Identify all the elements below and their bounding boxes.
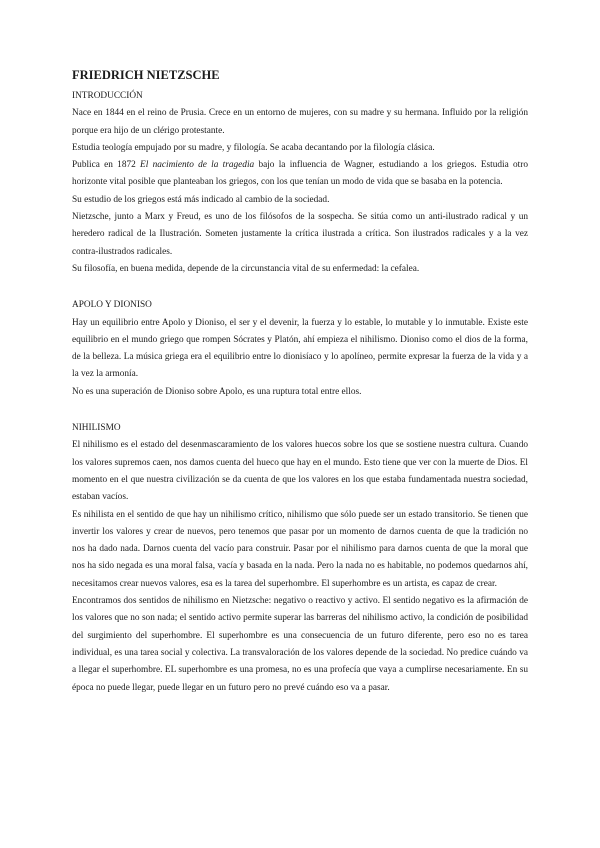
paragraph: Hay un equilibrio entre Apolo y Dioniso, el ser y el devenir, la fuerza y lo estable, lo mutable y lo inmutable. Existe este equilibrio en el mundo griego que rompen Sócrates y Platón, ahí empieza el nihilismo. Dioniso como el dios de la forma, de la belleza. La música griega era el equilibrio entre lo dionisíaco y lo apolíneo, permite expresar la fuerza de la vida y a la vez la armonía.	[72, 317, 528, 380]
paragraph	[72, 157, 528, 192]
paragraph: Su filosofía, en buena medida, depende de la circunstancia vital de su enfermedad: la cefalea.	[72, 263, 420, 274]
paragraph: No es una superación de Dioniso sobre Apolo, es una ruptura total entre ellos.	[72, 386, 362, 397]
paragraph: Nietzsche, junto a Marx y Freud, es uno de los filósofos de la sospecha. Se sitúa como un anti-ilustrado radical y un heredero radical de la Ilustración. Someten justamente la crítica ilustrada a crítica. Son ilustrados radicales y a la vez contra-ilustrados radicales.	[72, 212, 528, 257]
document-page	[72, 66, 528, 697]
paragraph: Nace en 1844 en el reino de Prusia. Crece en un entorno de mujeres, con su madre y su hermana. Influido por la religión porque era hijo de un clérigo protestante.	[72, 108, 528, 136]
section-heading-nihilismo: NIHILISMO	[72, 423, 121, 434]
spacer	[72, 278, 528, 297]
paragraph: Estudia teología empujado por su madre, y filología. Se acaba decantando por la filología clásica.	[72, 142, 435, 153]
section-heading-apolo-dioniso: APOLO Y DIONISO	[72, 300, 152, 311]
text: Publica en 1872	[72, 160, 141, 171]
paragraph: Encontramos dos sentidos de nihilismo en Nietzsche: negativo o reactivo y activo. El sentido negativo es la afirmación de los valores que no son nada; el sentido activo permite superar las barreras del nihilismo activo, la condición de posibilidad del surgimiento del superhombre. El superhombre es una consecuencia de un futuro diferente, pero eso no es tarea individual, es una tarea social y colectiva. La transvaloración de los valores depende de la sociedad. No predice cuándo va a llegar el superhombre. EL superhombre es una promesa, no es una profecía que vaya a cumplirse necesariamente. En su época no puede llegar, puede llegar en un futuro pero no prevé cuándo eso va a pasar.	[72, 596, 528, 693]
text: bajo la influencia de Wagner, estudiando a los griegos. Estudia otro horizonte vital posible que planteaban los griegos, con los que tenían un modo de vida que se basaba en la potencia.	[72, 160, 528, 188]
document-title: FRIEDRICH NIETZSCHE	[72, 68, 220, 82]
spacer	[72, 401, 528, 420]
paragraph: El nihilismo es el estado del desenmascaramiento de los valores huecos sobre los que se sostiene nuestra cultura. Cuando los valores supremos caen, nos damos cuenta del hueco que hay en el mundo. Esto tiene que ver con la muerte de Dios. El momento en el que nuestra civilización se da cuenta de que los valores en los que estaba fundamentada nuestra sociedad, estaban vacíos.	[72, 440, 528, 503]
paragraph: Es nihilista en el sentido de que hay un nihilismo crítico, nihilismo que sólo puede ser un estado transitorio. Se tienen que invertir los valores y crear de nuevos, pero tenemos que pasar por un momento de darnos cuenta de que la tradición no nos ha dado nada. Darnos cuenta del vacío para construir. Pasar por el nihilismo para darnos cuenta de que la moral que nos ha sido negada es una moral falsa, vacía y basada en la nada. Pero la nada no es habitable, no podemos quedarnos ahí, necesitamos crear nuevos valores, esa es la tarea del superhombre. El superhombre es un artista, es capaz de crear.	[72, 509, 528, 589]
section-heading-introduccion: INTRODUCCIÓN	[72, 91, 143, 101]
book-title: El nacimiento de la tragedia	[140, 160, 255, 171]
paragraph: Su estudio de los griegos está más indicado al cambio de la sociedad.	[72, 194, 330, 205]
